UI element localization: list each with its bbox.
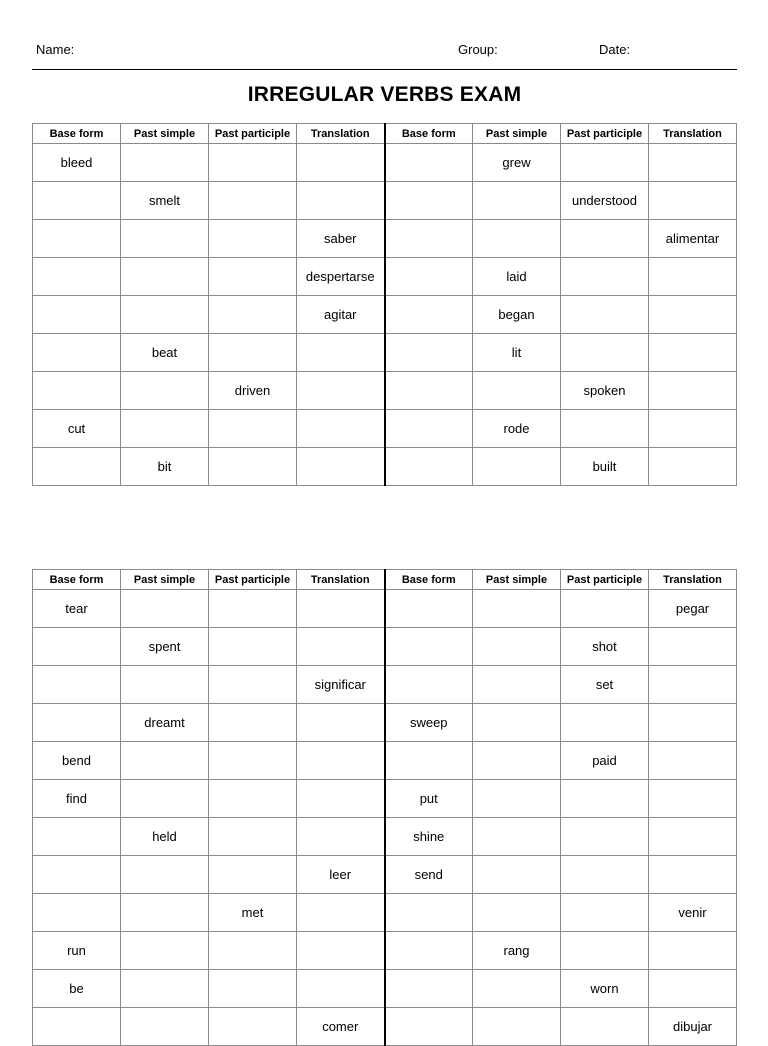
answer-cell[interactable]	[385, 296, 473, 334]
answer-cell[interactable]	[209, 448, 297, 486]
table-row	[33, 182, 737, 220]
verb-cell: paid	[561, 742, 649, 780]
verb-cell: cut	[33, 410, 121, 448]
answer-cell[interactable]	[649, 932, 737, 970]
verb-cell: tear	[33, 590, 121, 628]
answer-cell[interactable]	[385, 970, 473, 1008]
table-row	[33, 448, 737, 486]
table-row	[33, 372, 737, 410]
answer-cell[interactable]	[385, 334, 473, 372]
answer-cell[interactable]	[297, 818, 385, 856]
answer-cell[interactable]	[561, 220, 649, 258]
header-divider	[32, 69, 737, 70]
answer-cell[interactable]	[561, 334, 649, 372]
verb-cell: spoken	[561, 372, 649, 410]
answer-cell[interactable]	[33, 448, 121, 486]
answer-cell[interactable]	[33, 856, 121, 894]
verb-cell: agitar	[297, 296, 385, 334]
answer-cell[interactable]	[121, 372, 209, 410]
answer-cell[interactable]	[297, 590, 385, 628]
answer-cell[interactable]	[649, 334, 737, 372]
verb-cell: worn	[561, 970, 649, 1008]
answer-cell[interactable]	[209, 144, 297, 182]
verbs-table-1	[32, 123, 737, 486]
table-row	[33, 220, 737, 258]
verb-cell: significar	[297, 666, 385, 704]
answer-cell[interactable]	[561, 932, 649, 970]
answer-cell[interactable]	[33, 334, 121, 372]
answer-cell[interactable]	[385, 182, 473, 220]
answer-cell[interactable]	[385, 742, 473, 780]
answer-cell[interactable]	[561, 818, 649, 856]
column-header: Translation	[649, 570, 737, 590]
answer-cell[interactable]	[33, 182, 121, 220]
answer-cell[interactable]	[209, 334, 297, 372]
column-header: Base form	[385, 124, 473, 144]
answer-cell[interactable]	[33, 818, 121, 856]
answer-cell[interactable]	[121, 742, 209, 780]
answer-cell[interactable]	[297, 932, 385, 970]
answer-cell[interactable]	[297, 742, 385, 780]
verb-cell: held	[121, 818, 209, 856]
table-row	[33, 628, 737, 666]
answer-cell[interactable]	[385, 932, 473, 970]
verb-cell: met	[209, 894, 297, 932]
answer-cell[interactable]	[385, 410, 473, 448]
column-header: Past simple	[121, 124, 209, 144]
column-header: Translation	[297, 124, 385, 144]
table-row	[33, 144, 737, 182]
answer-cell[interactable]	[385, 628, 473, 666]
column-header: Past participle	[561, 124, 649, 144]
verb-cell: saber	[297, 220, 385, 258]
column-header: Base form	[33, 124, 121, 144]
answer-cell[interactable]	[385, 372, 473, 410]
verb-cell: set	[561, 666, 649, 704]
answer-cell[interactable]	[121, 410, 209, 448]
table-row	[33, 704, 737, 742]
column-header: Past simple	[473, 570, 561, 590]
answer-cell[interactable]	[33, 628, 121, 666]
answer-cell[interactable]	[473, 970, 561, 1008]
answer-cell[interactable]	[473, 666, 561, 704]
answer-cell[interactable]	[385, 448, 473, 486]
verb-cell: shot	[561, 628, 649, 666]
verb-cell: smelt	[121, 182, 209, 220]
answer-cell[interactable]	[209, 856, 297, 894]
table-header-row	[33, 570, 737, 590]
answer-cell[interactable]	[649, 856, 737, 894]
verb-cell: despertarse	[297, 258, 385, 296]
answer-cell[interactable]	[209, 742, 297, 780]
answer-cell[interactable]	[297, 144, 385, 182]
answer-cell[interactable]	[473, 628, 561, 666]
answer-cell[interactable]	[33, 372, 121, 410]
answer-cell[interactable]	[649, 818, 737, 856]
verb-cell: spent	[121, 628, 209, 666]
column-header: Translation	[297, 570, 385, 590]
column-header: Base form	[33, 570, 121, 590]
answer-cell[interactable]	[473, 220, 561, 258]
answer-cell[interactable]	[297, 704, 385, 742]
answer-cell[interactable]	[209, 220, 297, 258]
answer-cell[interactable]	[473, 894, 561, 932]
verb-cell: dreamt	[121, 704, 209, 742]
table-row	[33, 856, 737, 894]
verb-cell: dibujar	[649, 1008, 737, 1046]
table-row	[33, 258, 737, 296]
verb-cell: began	[473, 296, 561, 334]
verb-cell: built	[561, 448, 649, 486]
answer-cell[interactable]	[121, 1008, 209, 1046]
answer-cell[interactable]	[121, 780, 209, 818]
answer-cell[interactable]	[209, 628, 297, 666]
answer-cell[interactable]	[649, 970, 737, 1008]
answer-cell[interactable]	[121, 970, 209, 1008]
verb-cell: find	[33, 780, 121, 818]
answer-cell[interactable]	[209, 780, 297, 818]
answer-cell[interactable]	[649, 742, 737, 780]
answer-cell[interactable]	[33, 258, 121, 296]
answer-cell[interactable]	[297, 182, 385, 220]
answer-cell[interactable]	[649, 144, 737, 182]
answer-cell[interactable]	[561, 894, 649, 932]
verb-cell: bleed	[33, 144, 121, 182]
answer-cell[interactable]	[561, 296, 649, 334]
answer-cell[interactable]	[649, 628, 737, 666]
answer-cell[interactable]	[209, 666, 297, 704]
verb-cell: beat	[121, 334, 209, 372]
column-header: Past participle	[209, 124, 297, 144]
answer-cell[interactable]	[209, 258, 297, 296]
answer-cell[interactable]	[209, 182, 297, 220]
answer-cell[interactable]	[121, 220, 209, 258]
answer-cell[interactable]	[209, 818, 297, 856]
table-row	[33, 590, 737, 628]
answer-cell[interactable]	[561, 704, 649, 742]
verb-cell: driven	[209, 372, 297, 410]
verb-cell: lit	[473, 334, 561, 372]
answer-cell[interactable]	[297, 410, 385, 448]
verb-cell: pegar	[649, 590, 737, 628]
table-row	[33, 1008, 737, 1046]
answer-cell[interactable]	[561, 856, 649, 894]
answer-cell[interactable]	[561, 144, 649, 182]
column-header: Translation	[649, 124, 737, 144]
answer-cell[interactable]	[473, 1008, 561, 1046]
verb-cell: bend	[33, 742, 121, 780]
answer-cell[interactable]	[33, 894, 121, 932]
table-row	[33, 894, 737, 932]
answer-cell[interactable]	[649, 182, 737, 220]
answer-cell[interactable]	[473, 780, 561, 818]
answer-cell[interactable]	[473, 818, 561, 856]
answer-cell[interactable]	[649, 258, 737, 296]
answer-cell[interactable]	[649, 296, 737, 334]
verb-cell: be	[33, 970, 121, 1008]
verb-cell: sweep	[385, 704, 473, 742]
answer-cell[interactable]	[121, 296, 209, 334]
answer-cell[interactable]	[209, 970, 297, 1008]
verb-cell: rang	[473, 932, 561, 970]
answer-cell[interactable]	[33, 666, 121, 704]
answer-cell[interactable]	[473, 742, 561, 780]
answer-cell[interactable]	[121, 590, 209, 628]
answer-cell[interactable]	[297, 628, 385, 666]
verb-cell: alimentar	[649, 220, 737, 258]
answer-cell[interactable]	[297, 894, 385, 932]
exam-title: IRREGULAR VERBS EXAM	[247, 83, 522, 106]
verb-cell: bit	[121, 448, 209, 486]
answer-cell[interactable]	[209, 590, 297, 628]
answer-cell[interactable]	[297, 970, 385, 1008]
answer-cell[interactable]	[209, 932, 297, 970]
table-header-row	[33, 124, 737, 144]
answer-cell[interactable]	[209, 1008, 297, 1046]
column-header: Past participle	[209, 570, 297, 590]
answer-cell[interactable]	[121, 932, 209, 970]
answer-cell[interactable]	[385, 590, 473, 628]
answer-cell[interactable]	[649, 704, 737, 742]
verb-cell: grew	[473, 144, 561, 182]
answer-cell[interactable]	[121, 894, 209, 932]
verb-cell: send	[385, 856, 473, 894]
table-row	[33, 780, 737, 818]
column-header: Base form	[385, 570, 473, 590]
answer-cell[interactable]	[561, 410, 649, 448]
verb-cell: comer	[297, 1008, 385, 1046]
answer-cell[interactable]	[473, 704, 561, 742]
answer-cell[interactable]	[649, 372, 737, 410]
name-label: Name:	[36, 42, 75, 57]
verb-cell: shine	[385, 818, 473, 856]
table-row	[33, 932, 737, 970]
verb-cell: venir	[649, 894, 737, 932]
table-row	[33, 666, 737, 704]
answer-cell[interactable]	[385, 258, 473, 296]
answer-cell[interactable]	[209, 704, 297, 742]
answer-cell[interactable]	[121, 144, 209, 182]
answer-cell[interactable]	[297, 372, 385, 410]
answer-cell[interactable]	[209, 410, 297, 448]
answer-cell[interactable]	[209, 296, 297, 334]
answer-cell[interactable]	[473, 590, 561, 628]
table-row	[33, 818, 737, 856]
verb-cell: rode	[473, 410, 561, 448]
column-header: Past simple	[121, 570, 209, 590]
verb-cell: run	[33, 932, 121, 970]
answer-cell[interactable]	[121, 666, 209, 704]
column-header: Past simple	[473, 124, 561, 144]
group-label: Group:	[458, 42, 498, 57]
answer-cell[interactable]	[121, 856, 209, 894]
verb-cell: laid	[473, 258, 561, 296]
answer-cell[interactable]	[33, 220, 121, 258]
table-row	[33, 410, 737, 448]
answer-cell[interactable]	[121, 258, 209, 296]
verb-cell: understood	[561, 182, 649, 220]
column-header: Past participle	[561, 570, 649, 590]
answer-cell[interactable]	[33, 296, 121, 334]
answer-cell[interactable]	[385, 144, 473, 182]
answer-cell[interactable]	[473, 182, 561, 220]
answer-cell[interactable]	[385, 220, 473, 258]
answer-cell[interactable]	[473, 372, 561, 410]
answer-cell[interactable]	[297, 448, 385, 486]
table-row	[33, 970, 737, 1008]
answer-cell[interactable]	[649, 410, 737, 448]
verb-cell: leer	[297, 856, 385, 894]
answer-cell[interactable]	[33, 1008, 121, 1046]
table-row	[33, 742, 737, 780]
answer-cell[interactable]	[561, 780, 649, 818]
answer-cell[interactable]	[561, 258, 649, 296]
answer-cell[interactable]	[649, 666, 737, 704]
answer-cell[interactable]	[385, 666, 473, 704]
answer-cell[interactable]	[561, 590, 649, 628]
answer-cell[interactable]	[561, 1008, 649, 1046]
answer-cell[interactable]	[473, 856, 561, 894]
answer-cell[interactable]	[33, 704, 121, 742]
date-label: Date:	[599, 42, 631, 57]
verb-cell: put	[385, 780, 473, 818]
table-row	[33, 334, 737, 372]
answer-cell[interactable]	[649, 780, 737, 818]
answer-cell[interactable]	[297, 334, 385, 372]
answer-cell[interactable]	[385, 894, 473, 932]
answer-cell[interactable]	[385, 1008, 473, 1046]
answer-cell[interactable]	[473, 448, 561, 486]
table-row	[33, 296, 737, 334]
answer-cell[interactable]	[297, 780, 385, 818]
answer-cell[interactable]	[649, 448, 737, 486]
verbs-table-2	[32, 569, 737, 1046]
